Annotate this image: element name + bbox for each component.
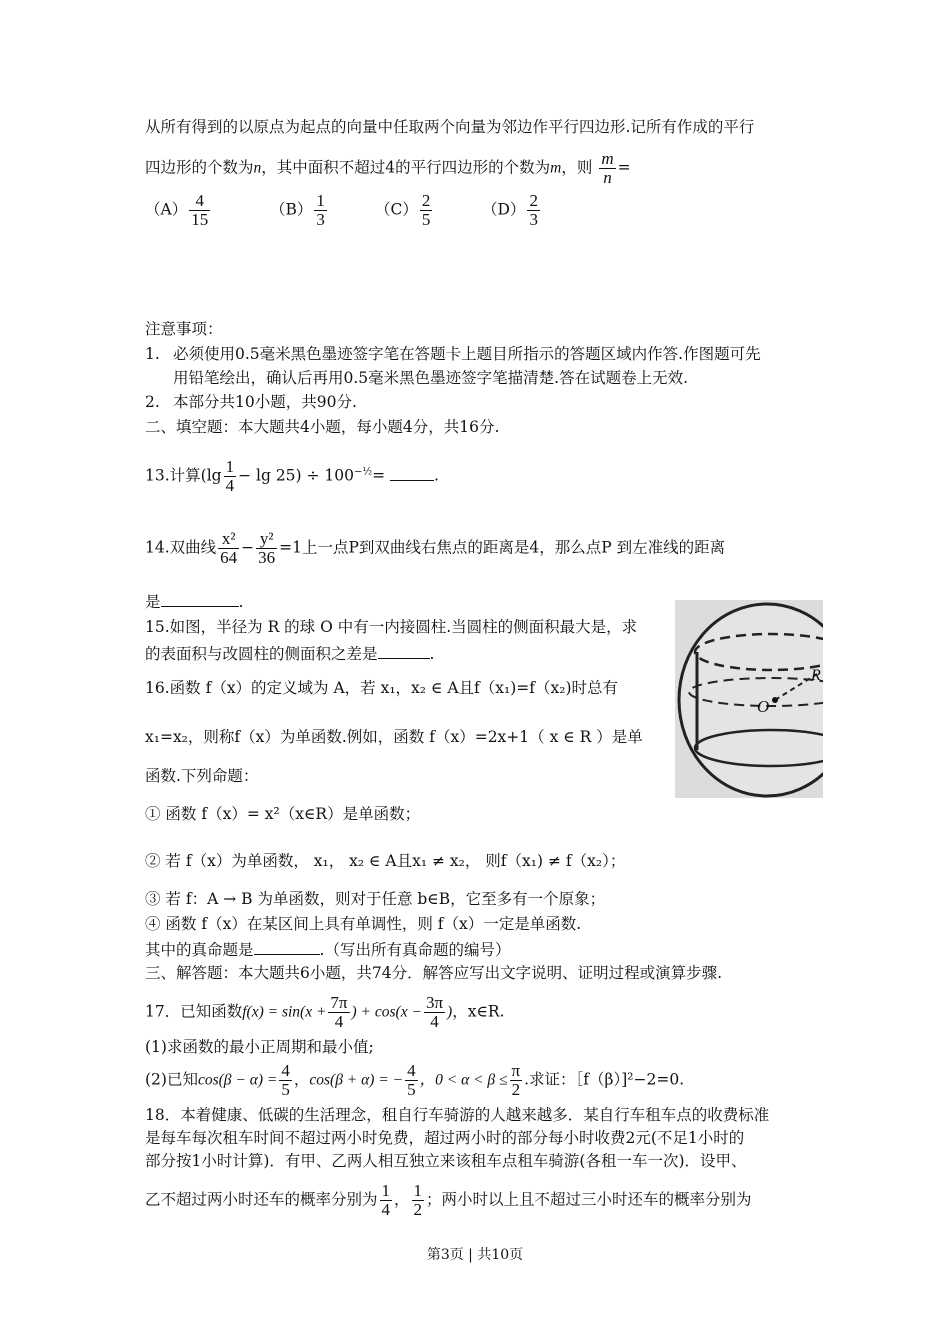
q12-option-d: [482, 192, 542, 229]
q12-option-a: [145, 192, 212, 229]
denominator: 2: [413, 1200, 423, 1219]
q17-prefix: 17．已知函数: [145, 1002, 243, 1021]
denominator: 5: [281, 1080, 290, 1099]
notice-item1-number: 1.: [145, 345, 160, 363]
exponent: −½: [354, 466, 373, 478]
denominator: 4: [381, 1200, 391, 1219]
numerator: 4: [281, 1061, 290, 1080]
q14-prefix: 14.双曲线: [145, 538, 217, 557]
option-fraction: [314, 192, 327, 229]
text: 的平行四边形的个数为: [395, 158, 551, 177]
cos-expr: cos(β − α) =: [197, 1071, 278, 1089]
q16-item4: ④ 函数 f（x）在某区间上具有单调性，则 f（x）一定是单函数.: [145, 915, 582, 933]
numerator: 7π: [330, 993, 348, 1012]
option-fraction: [527, 192, 540, 229]
q16-line1: 16.函数 f（x）的定义域为 A，若 x₁，x₂ ∈ A且f（x₁)=f（x₂)时总有: [145, 679, 619, 697]
denominator: 5: [421, 210, 431, 229]
paren: ): [447, 1003, 453, 1021]
fraction-m-over-n: [599, 150, 615, 187]
numerator: y²: [256, 530, 277, 549]
lg-open: (lg: [200, 466, 222, 485]
denominator: n: [603, 168, 612, 187]
notice-item1-line2: 用铅笔绘出，确认后再用0.5毫米黑色墨迹签字笔描清楚.答在试题卷上无效.: [173, 369, 689, 387]
period: .: [238, 593, 244, 611]
text: ，则: [561, 158, 593, 177]
equals: =: [372, 466, 386, 485]
inequality: ，0 < α < β ≤: [419, 1071, 508, 1089]
equals: =: [617, 158, 631, 177]
numerator: 2: [421, 191, 431, 210]
denominator: 4: [430, 1012, 439, 1031]
option-label: （A）: [145, 200, 188, 219]
var-m: m: [550, 159, 562, 177]
option-label: （C）: [375, 200, 418, 219]
section-fill-in: 二、填空题：本大题共4小题，每小题4分，共16分.: [145, 418, 500, 436]
q17-part2: [145, 1062, 684, 1099]
fraction-4-over-5: [279, 1062, 292, 1099]
numerator: 1: [316, 191, 325, 210]
denominator: 2: [511, 1080, 521, 1099]
text: ，其中面积不超过: [261, 158, 386, 177]
denominator: 4: [225, 476, 235, 495]
option-fraction: [420, 192, 433, 229]
text: 的表面积与改圆柱的侧面积之差是: [145, 645, 378, 663]
q16-item3: ③ 若 f：A → B 为单函数，则对于任意 b∈B，它至多有一个原象；: [145, 890, 606, 908]
denominator: 64: [220, 548, 238, 567]
answer-blank[interactable]: [390, 464, 434, 481]
answer-blank[interactable]: [378, 642, 430, 659]
denominator: 4: [334, 1012, 344, 1031]
cos-expr: cos(β + α) = −: [309, 1071, 404, 1089]
numerator: 1: [225, 457, 235, 476]
number: 4: [385, 158, 396, 177]
notice-item2-number: 2.: [145, 393, 160, 411]
q16-item2: ② 若 f（x）为单函数， x₁， x₂ ∈ A且x₁ ≠ x₂， 则f（x₁) ≠ f（x₂）；: [145, 852, 626, 870]
q14-text: =1上一点P到双曲线右焦点的距离是4，那么点P 到左准线的距离: [279, 538, 726, 557]
function-expr: ) + cos(x −: [351, 1003, 422, 1021]
q16-line2: x₁=x₂，则称f（x）为单函数.例如，函数 f（x）=2x+1（ x ∈ R ）是单: [145, 728, 643, 746]
numerator: π: [511, 1061, 521, 1080]
label-r: R: [811, 667, 821, 684]
fraction-pi-over-2: [510, 1062, 523, 1099]
q18-line3: 部分按1小时计算)．有甲、乙两人相互独立来该租车点租车骑游(各租一车一次)．设甲、: [145, 1152, 747, 1170]
minus: −: [241, 538, 255, 557]
denominator: 3: [316, 210, 325, 229]
page-footer: 第3页 | 共10页: [426, 1247, 524, 1263]
q16-item1: ① 函数 f（x）= x²（x∈R）是单函数；: [145, 805, 421, 823]
fraction-1-over-4: [224, 458, 237, 495]
text: .（写出所有真命题的编号）: [319, 941, 511, 959]
q15-line2: [145, 642, 434, 665]
fraction-4-over-5: [405, 1062, 418, 1099]
label-o: O: [757, 697, 770, 716]
fraction-x2-over-64: [218, 530, 239, 567]
q15-line1: 15.如图，半径为 R 的球 O 中有一内接圆柱.当圆柱的侧面积最大是，求: [145, 618, 638, 636]
numerator: 1: [413, 1181, 423, 1200]
numerator: 2: [529, 191, 538, 210]
q17-line1: [145, 994, 505, 1031]
option-label: （D）: [482, 200, 526, 219]
fraction-7pi-over-4: [328, 994, 349, 1031]
separator: ，: [394, 1190, 410, 1209]
var-n: n: [253, 159, 262, 177]
fraction-1-over-2: [412, 1182, 425, 1219]
q16-line3: 函数.下列命题：: [145, 767, 259, 785]
denominator: 3: [529, 210, 538, 229]
fraction-y2-over-36: [256, 530, 277, 567]
numerator: 1: [381, 1181, 391, 1200]
q16-ask: [145, 938, 510, 961]
sphere-outline: [679, 604, 823, 796]
numerator: 3π: [425, 993, 444, 1012]
q18-line1: 18．本着健康、低碳的生活理念，租自行车骑游的人越来越多．某自行车租车点的收费标准: [145, 1106, 770, 1124]
text: (2)已知: [145, 1070, 198, 1089]
q14-line2: [145, 590, 243, 613]
denominator: 36: [258, 548, 276, 567]
fraction-3pi-over-4: [424, 994, 445, 1031]
text: 乙不超过两小时还车的概率分别为: [145, 1190, 378, 1209]
expression: − lg 25) ÷ 100: [238, 466, 355, 485]
notice-title: 注意事项：: [145, 320, 223, 338]
q13-prefix: 13.计算: [145, 466, 201, 485]
q18-line2: 是每车每次租车时间不超过两小时免费，超过两小时的部分每小时收费2元(不足1小时的: [145, 1129, 745, 1147]
option-fraction: [189, 192, 210, 229]
numerator: 4: [189, 192, 210, 211]
numerator: m: [601, 149, 614, 168]
q18-line4: [145, 1182, 752, 1219]
fraction-1-over-4: [380, 1182, 393, 1219]
notice-item2: 本部分共10小题，共90分.: [173, 393, 357, 411]
q12-line2: [145, 150, 631, 187]
q12-line1: 从所有得到的以原点为起点的向量中任取两个向量为邻边作平行四边形.记所有作成的平行: [145, 118, 755, 136]
sphere-cylinder-figure: [675, 600, 823, 798]
q13: [145, 458, 439, 495]
separator: ，: [293, 1070, 310, 1089]
q12-option-c: [375, 192, 434, 229]
option-label: （B）: [270, 200, 313, 219]
text: 其中的真命题是: [145, 941, 254, 959]
denominator: 5: [407, 1080, 416, 1099]
answer-blank[interactable]: [254, 938, 320, 955]
denominator: 15: [191, 210, 209, 229]
numerator: 4: [407, 1061, 416, 1080]
answer-blank[interactable]: [161, 590, 239, 607]
text: 四边形的个数为: [145, 158, 254, 177]
section-solutions: 三、解答题：本大题共6小题，共74分．解答应写出文字说明、证明过程或演算步骤.: [145, 964, 723, 982]
q12-option-b: [270, 192, 329, 229]
function-expr: f(x) = sin(x +: [242, 1003, 327, 1021]
numerator: x²: [218, 530, 239, 549]
text: 是: [145, 593, 161, 611]
q14-line1: [145, 530, 725, 567]
text: ；两小时以上且不超过三小时还车的概率分别为: [426, 1190, 752, 1209]
domain: ，x∈R.: [452, 1002, 505, 1021]
sphere-diagram: [675, 600, 823, 798]
q17-part1: (1)求函数的最小正周期和最小值;: [145, 1038, 374, 1056]
period: .: [429, 645, 435, 663]
notice-item1-line1: 必须使用0.5毫米黑色墨迹签字笔在答题卡上题目所指示的答题区域内作答.作图题可先: [173, 345, 761, 363]
center-point: [772, 697, 778, 703]
proof-text: .求证：［f（β）]²−2=0.: [524, 1070, 685, 1089]
period: .: [434, 466, 439, 485]
